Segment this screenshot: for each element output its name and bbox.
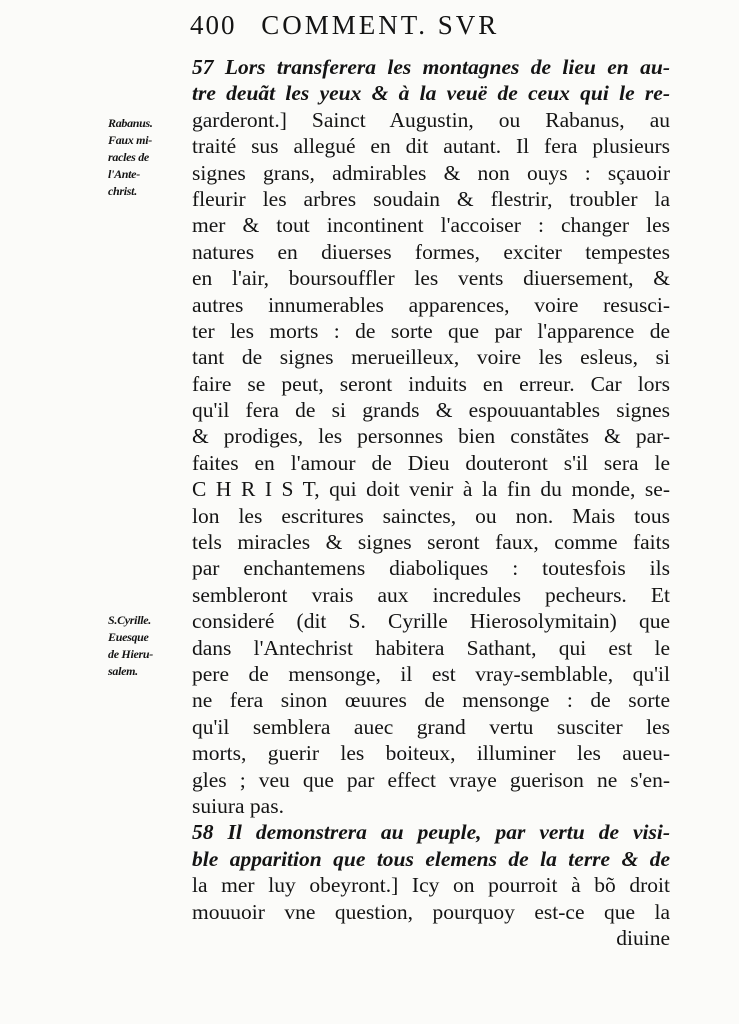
text-line: suiura pas.: [192, 793, 284, 818]
text-line: mer & tout incontinent l'accoiser : changer les: [192, 213, 670, 238]
margin-note-line: Faux mi-: [108, 133, 152, 147]
margin-note-line: salem.: [108, 664, 138, 678]
margin-note-line: Euesque: [108, 630, 149, 644]
text-line: ne fera sinon œuures de mensonge : de sorte: [192, 688, 670, 713]
text-line: tels miracles & signes seront faux, comme faits: [192, 530, 670, 555]
margin-note-line: S.Cyrille.: [108, 613, 152, 627]
margin-note-rabanus: [108, 115, 188, 200]
text-line: traité sus allegué en dit autant. Il fera plusieurs: [192, 134, 670, 159]
text-line: 58 Il demonstrera au peuple, par vertu de visi-: [192, 820, 670, 845]
text-line: en l'air, boursouffler les vents diuersement, &: [192, 266, 670, 291]
text-line: gles ; veu que par effect vraye guerison ne s'en-: [192, 767, 670, 792]
text-line: pere de mensonge, il est vray-semblable, qu'il: [192, 661, 670, 686]
text-line: tant de signes merueilleux, voire les esleus, si: [192, 345, 670, 370]
text-line: fleurir les arbres soudain & flestrir, troubler la: [192, 186, 670, 211]
text-line: qu'il semblera auec grand vertu susciter les: [192, 714, 670, 739]
text-line: lon les escritures sainctes, ou non. Mais tous: [192, 503, 670, 528]
text-line: garderont.] Sainct Augustin, ou Rabanus, au: [192, 107, 670, 132]
body-text: [192, 54, 670, 951]
text-line: sembleront vrais aux incredules pecheurs. Et: [192, 582, 670, 607]
margin-note-line: racles de: [108, 150, 149, 164]
running-title: COMMENT. SVR: [261, 10, 500, 40]
margin-note-line: Rabanus.: [108, 116, 153, 130]
text-line: ter les morts : de sorte que par l'apparence de: [192, 318, 670, 343]
text-line: ble apparition que tous elemens de la terre & de: [192, 846, 670, 871]
text-line: autres innumerables apparences, voire resusci-: [192, 292, 670, 317]
text-line: morts, guerir les boiteux, illuminer les aueu-: [192, 741, 670, 766]
text-line: signes grans, admirables & non ouys : sçauoir: [192, 160, 670, 185]
text-line: natures en diuerses formes, exciter tempestes: [192, 239, 670, 264]
text-line: tre deuãt les yeux & à la veuë de ceux qui le re-: [192, 81, 670, 106]
page-header: [190, 10, 690, 42]
text-line: qu'il fera de si grands & espouuantables signes: [192, 398, 670, 423]
text-line: C H R I S T, qui doit venir à la fin du monde, se-: [192, 477, 670, 502]
margin-note-line: l'Ante-: [108, 167, 140, 181]
margin-note-line: christ.: [108, 184, 137, 198]
margin-note-line: de Hieru-: [108, 647, 153, 661]
text-line: faire se peut, seront induits en erreur. Car lors: [192, 371, 670, 396]
catchword: diuine: [616, 925, 670, 950]
text-line: & prodiges, les personnes bien constãtes & par-: [192, 424, 670, 449]
margin-note-cyrille: [108, 612, 188, 680]
text-line: par enchantemens diaboliques : toutesfois ils: [192, 556, 670, 581]
text-line: faites en l'amour de Dieu douteront s'il sera le: [192, 450, 670, 475]
text-line: la mer luy obeyront.] Icy on pourroit à bõ droit: [192, 873, 670, 898]
text-line: dans l'Antechrist habitera Sathant, qui est le: [192, 635, 670, 660]
text-line: consideré (dit S. Cyrille Hierosolymitain) que: [192, 609, 670, 634]
text-line: 57 Lors transferera les montagnes de lieu en au-: [192, 55, 670, 79]
text-line: mouuoir vne question, pourquoy est-ce que la: [192, 899, 670, 924]
page-number: 400: [190, 10, 237, 40]
